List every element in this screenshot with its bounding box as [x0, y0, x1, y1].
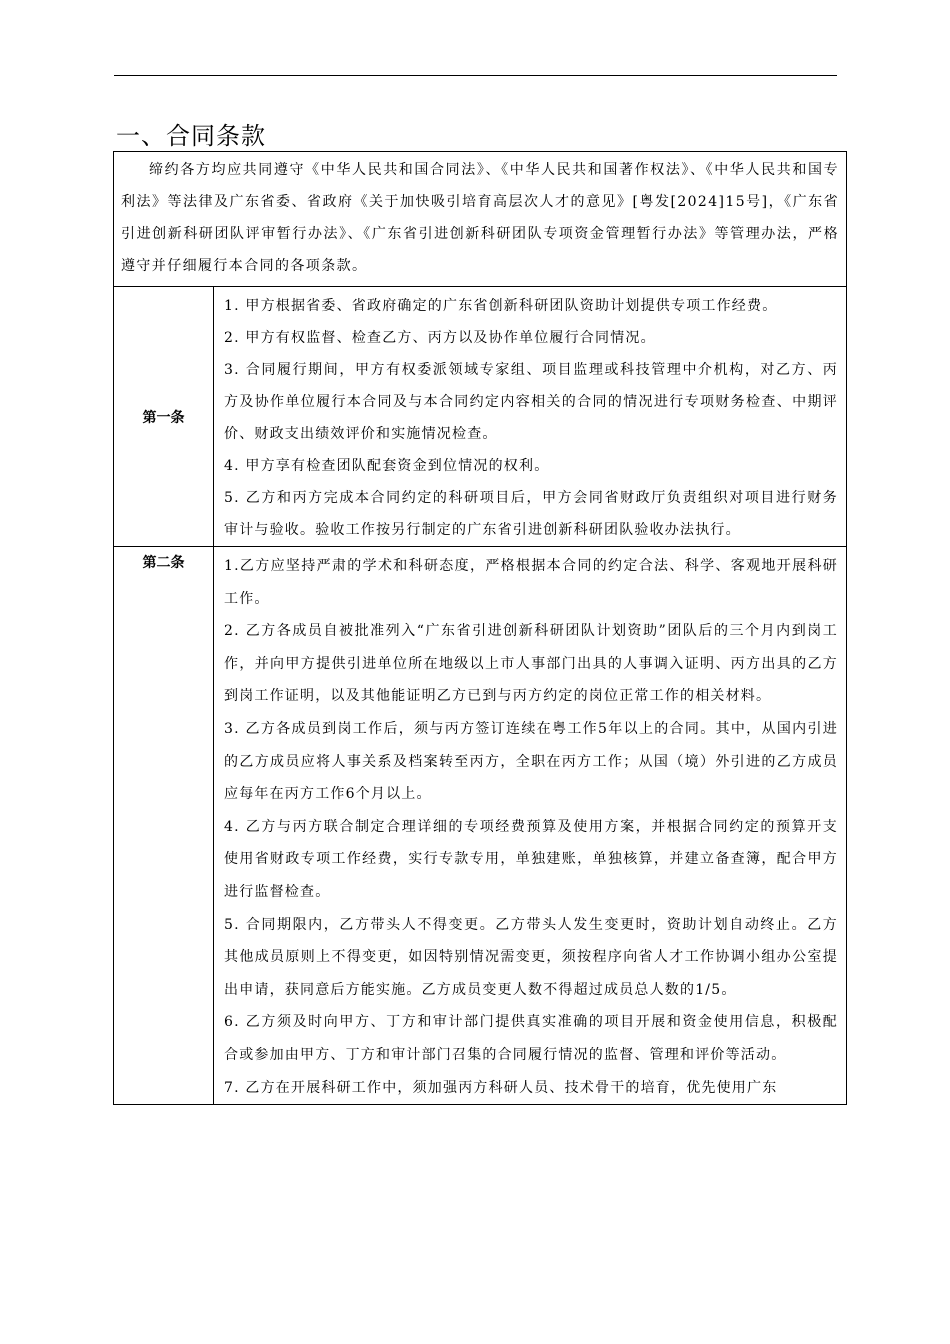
article-item: 2. 乙方各成员自被批准列入“广东省引进创新科研团队计划资助”团队后的三个月内到岗工作，并向甲方提供引进单位所在地级以上市人事部门出具的人事调入证明、丙方出具的乙方到岗工作证明，以及其他能证明乙方已到与丙方约定的岗位正常工作的相关材料。	[224, 623, 838, 705]
article-body	[214, 287, 847, 547]
article-item: 1.乙方应坚持严肃的学术和科研态度，严格根据本合同的约定合法、科学、客观地开展科研工作。	[224, 558, 838, 607]
article-item: 2. 甲方有权监督、检查乙方、丙方以及协作单位履行合同情况。	[224, 330, 656, 346]
header-rule	[114, 75, 837, 76]
article-row	[114, 287, 847, 547]
article-item: 4. 乙方与丙方联合制定合理详细的专项经费预算及使用方案，并根据合同约定的预算开支使用省财政专项工作经费，实行专款专用，单独建账，单独核算，并建立备查簿，配合甲方进行监督检查。	[224, 818, 838, 900]
article-item: 6. 乙方须及时向甲方、丁方和审计部门提供真实准确的项目开展和资金使用信息，积极配合或参加由甲方、丁方和审计部门召集的合同履行情况的监督、管理和评价等活动。	[224, 1014, 838, 1063]
article-item: 3. 乙方各成员到岗工作后，须与丙方签订连续在粤工作5年以上的合同。其中，从国内引进的乙方成员应将人事关系及档案转至丙方，全职在丙方工作；从国（境）外引进的乙方成员应每年在丙方工作6个月以上。	[224, 720, 838, 803]
article-item: 1. 甲方根据省委、省政府确定的广东省创新科研团队资助计划提供专项工作经费。	[224, 298, 778, 314]
article-item: 5. 合同期限内，乙方带头人不得变更。乙方带头人发生变更时，资助计划自动终止。乙方其他成员原则上不得变更，如因特别情况需变更，须按程序向省人才工作协调小组办公室提出申请，获同意后方能实施。乙方成员变更人数不得超过成员总人数的1/5。	[224, 916, 838, 998]
contract-terms-table	[113, 151, 847, 1105]
article-row	[114, 547, 847, 1105]
article-body	[214, 547, 847, 1105]
article-label: 第二条	[114, 547, 214, 1105]
section-title: 一、合同条款	[116, 122, 266, 150]
article-item: 7. 乙方在开展科研工作中，须加强丙方科研人员、技术骨干的培育，优先使用广东	[224, 1079, 778, 1096]
article-item: 5. 乙方和丙方完成本合同约定的科研项目后，甲方会同省财政厅负责组织对项目进行财务审计与验收。验收工作按另行制定的广东省引进创新科研团队验收办法执行。	[224, 490, 838, 538]
article-label: 第一条	[114, 287, 214, 547]
intro-row	[114, 152, 847, 287]
intro-cell	[114, 152, 847, 287]
article-item: 4. 甲方享有检查团队配套资金到位情况的权利。	[224, 458, 550, 474]
article-item: 3. 合同履行期间，甲方有权委派领域专家组、项目监理或科技管理中介机构，对乙方、丙方及协作单位履行本合同及与本合同约定内容相关的合同的情况进行专项财务检查、中期评价、财政支出绩效评价和实施情况检查。	[224, 362, 838, 442]
intro-paragraph: 缔约各方均应共同遵守《中华人民共和国合同法》、《中华人民共和国著作权法》、《中华人民共和国专利法》等法律及广东省委、省政府《关于加快吸引培育高层次人才的意见》[粤发[2024]15号]，《广东省引进创新科研团队评审暂行办法》、《广东省引进创新科研团队专项资金管理暂行办法》等管理办法，严格遵守并仔细履行本合同的各项条款。	[121, 162, 839, 274]
